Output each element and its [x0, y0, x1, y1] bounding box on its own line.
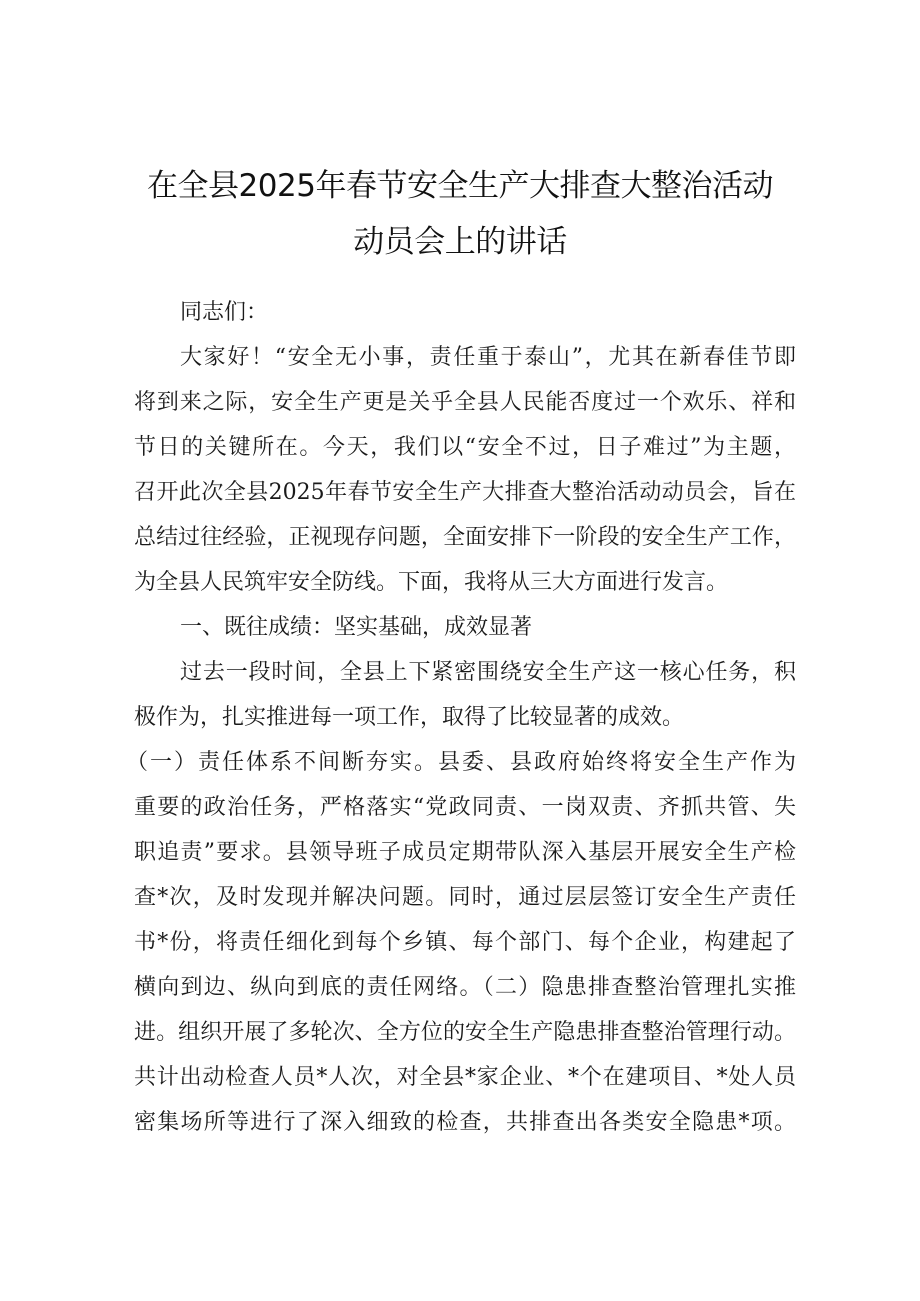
- paragraph-3-line: 职追责”要求。县领导班子成员定期带队深入基层开展安全生产检: [134, 840, 796, 865]
- section-heading: 一、既往成绩：坚实基础，成效显著: [180, 615, 533, 640]
- paragraph-1-line: 召开此次全县2025年春节安全生产大排查大整治活动动员会，旨在: [134, 480, 796, 505]
- paragraph-3-line: （一）责任体系不间断夯实。县委、县政府始终将安全生产作为: [126, 750, 796, 775]
- salutation: 同志们：: [180, 300, 269, 325]
- document-title-line-2: 动员会上的讲话: [353, 224, 567, 260]
- paragraph-1-line: 为全县人民筑牢安全防线。下面，我将从三大方面进行发言。: [134, 570, 729, 595]
- paragraph-1-line: 节日的关键所在。今天，我们以“安全不过，日子难过”为主题，: [134, 435, 796, 460]
- paragraph-1-line: 将到来之际，安全生产更是关乎全县人民能否度过一个欢乐、祥和: [134, 390, 796, 415]
- paragraph-1-line: 总结过往经验，正视现存问题，全面安排下一阶段的安全生产工作，: [134, 525, 796, 550]
- paragraph-3-line: 共计出动检查人员*人次，对全县*家企业、*个在建项目、*处人员: [134, 1065, 796, 1090]
- paragraph-3-line: 进。组织开展了多轮次、全方位的安全生产隐患排查整治管理行动。: [134, 1020, 796, 1045]
- paragraph-3-line: 书*份，将责任细化到每个乡镇、每个部门、每个企业，构建起了: [134, 930, 796, 955]
- paragraph-2-line: 过去一段时间，全县上下紧密围绕安全生产这一核心任务，积: [180, 660, 796, 685]
- paragraph-3-line: 横向到边、纵向到底的责任网络。（二）隐患排查整治管理扎实推: [134, 975, 796, 1000]
- paragraph-2-line: 极作为，扎实推进每一项工作，取得了比较显著的成效。: [134, 705, 685, 730]
- paragraph-1-line: 大家好！“安全无小事，责任重于泰山”，尤其在新春佳节即: [180, 345, 796, 370]
- document-title-line-1: 在全县2025年春节安全生产大排查大整治活动: [147, 168, 773, 204]
- paragraph-3-line: 密集场所等进行了深入细致的检查，共排查出各类安全隐患*项。: [134, 1110, 796, 1135]
- paragraph-3-line: 查*次，及时发现并解决问题。同时，通过层层签订安全生产责任: [134, 885, 796, 910]
- paragraph-3-line: 重要的政治任务，严格落实“党政同责、一岗双责、齐抓共管、失: [134, 795, 796, 820]
